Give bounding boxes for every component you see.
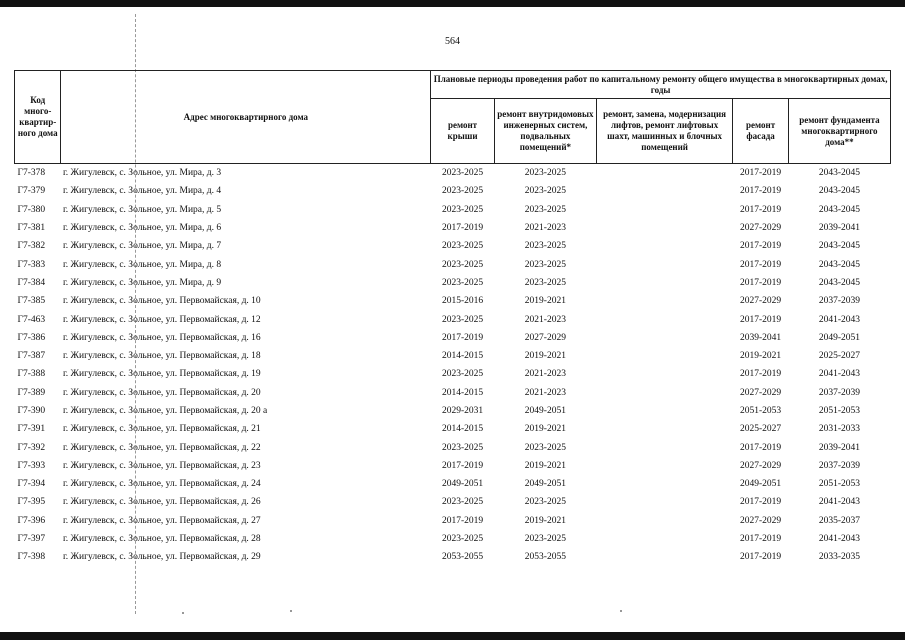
table-row xyxy=(15,182,891,200)
cell-code: Г7-398 xyxy=(17,552,46,563)
cell-address: г. Жигулевск, с. Зольное, ул. Первомайская, д. 21 xyxy=(62,424,261,435)
header-address: Адрес многоквартирного дома xyxy=(61,71,431,164)
cell-systems: 2027-2029 xyxy=(524,332,566,343)
cell-foundation: 2043-2045 xyxy=(818,241,861,252)
cell-foundation: 2043-2045 xyxy=(818,259,861,270)
table-body xyxy=(15,164,891,567)
cell-systems: 2023-2025 xyxy=(524,497,566,508)
cell-address: г. Жигулевск, с. Зольное, ул. Первомайская, д. 29 xyxy=(62,552,261,563)
cell-lifts xyxy=(596,310,732,328)
header-foundation: ремонт фундамента многоквартирного дома** xyxy=(788,99,890,164)
cell-systems: 2023-2025 xyxy=(524,442,566,453)
cell-lifts xyxy=(596,219,732,237)
cell-foundation: 2041-2043 xyxy=(818,314,861,325)
cell-code: Г7-383 xyxy=(17,259,46,270)
cell-address: г. Жигулевск, с. Зольное, ул. Мира, д. 8 xyxy=(62,259,222,270)
cell-roof: 2014-2015 xyxy=(441,351,484,362)
cell-lifts xyxy=(596,164,732,183)
cell-address: г. Жигулевск, с. Зольное, ул. Первомайская, д. 18 xyxy=(62,351,261,362)
cell-systems: 2023-2025 xyxy=(524,204,566,215)
bottom-scan-border xyxy=(0,632,905,640)
table-row xyxy=(15,237,891,255)
cell-lifts xyxy=(596,237,732,255)
cell-systems: 2023-2025 xyxy=(524,168,566,179)
cell-systems: 2019-2021 xyxy=(524,296,566,307)
cell-roof: 2015-2016 xyxy=(441,296,484,307)
cell-lifts xyxy=(596,438,732,456)
scan-speck xyxy=(182,612,184,614)
header-roof: ремонт крыши xyxy=(431,99,495,164)
cell-systems: 2049-2051 xyxy=(524,406,566,416)
cell-facade: 2027-2029 xyxy=(739,223,782,234)
cell-lifts xyxy=(596,475,732,493)
cell-roof: 2049-2051 xyxy=(441,479,484,490)
cell-code: Г7-385 xyxy=(17,296,46,307)
cell-code: Г7-390 xyxy=(17,406,46,416)
cell-roof: 2023-2025 xyxy=(441,241,484,252)
cell-address: г. Жигулевск, с. Зольное, ул. Первомайская, д. 27 xyxy=(62,515,261,526)
cell-roof: 2023-2025 xyxy=(441,186,484,197)
cell-code: Г7-391 xyxy=(17,424,46,435)
cell-facade: 2017-2019 xyxy=(739,442,782,453)
cell-facade: 2017-2019 xyxy=(739,259,782,270)
cell-address: г. Жигулевск, с. Зольное, ул. Мира, д. 7 xyxy=(62,241,222,252)
cell-systems: 2021-2023 xyxy=(524,387,566,398)
cell-lifts xyxy=(596,457,732,475)
cell-lifts xyxy=(596,274,732,292)
cell-systems: 2019-2021 xyxy=(524,424,566,435)
cell-roof: 2023-2025 xyxy=(441,259,484,270)
table-row xyxy=(15,365,891,383)
table-row xyxy=(15,164,891,183)
cell-facade: 2049-2051 xyxy=(739,479,782,490)
table-row xyxy=(15,548,891,566)
cell-address: г. Жигулевск, с. Зольное, ул. Мира, д. 6 xyxy=(62,223,222,234)
cell-lifts xyxy=(596,329,732,347)
cell-systems: 2053-2055 xyxy=(524,552,566,563)
cell-address: г. Жигулевск, с. Зольное, ул. Первомайская, д. 26 xyxy=(62,497,261,508)
cell-address: г. Жигулевск, с. Зольное, ул. Первомайская, д. 19 xyxy=(62,369,261,380)
cell-foundation: 2041-2043 xyxy=(818,369,861,380)
cell-lifts xyxy=(596,420,732,438)
cell-address: г. Жигулевск, с. Зольное, ул. Первомайская, д. 10 xyxy=(62,296,261,307)
cell-address: г. Жигулевск, с. Зольное, ул. Мира, д. 9 xyxy=(62,277,222,288)
cell-roof: 2014-2015 xyxy=(441,387,484,398)
cell-roof: 2014-2015 xyxy=(441,424,484,435)
cell-facade: 2017-2019 xyxy=(739,314,782,325)
scan-speck xyxy=(620,610,622,612)
cell-roof: 2023-2025 xyxy=(441,168,484,179)
cell-foundation: 2041-2043 xyxy=(818,534,861,545)
cell-facade: 2027-2029 xyxy=(739,515,782,526)
cell-lifts xyxy=(596,512,732,530)
cell-roof: 2023-2025 xyxy=(441,442,484,453)
cell-address: г. Жигулевск, с. Зольное, ул. Первомайская, д. 24 xyxy=(62,479,261,490)
cell-roof: 2023-2025 xyxy=(441,277,484,288)
capital-repair-schedule-table xyxy=(14,70,891,567)
cell-systems: 2023-2025 xyxy=(524,534,566,545)
cell-roof: 2053-2055 xyxy=(441,552,484,563)
cell-facade: 2039-2041 xyxy=(739,332,782,343)
cell-lifts xyxy=(596,548,732,566)
cell-systems: 2019-2021 xyxy=(524,460,566,471)
cell-foundation: 2043-2045 xyxy=(818,168,861,179)
cell-foundation: 2035-2037 xyxy=(818,515,861,526)
cell-foundation: 2041-2043 xyxy=(818,497,861,508)
cell-roof: 2023-2025 xyxy=(441,314,484,325)
cell-address: г. Жигулевск, с. Зольное, ул. Первомайская, д. 22 xyxy=(62,442,261,453)
cell-facade: 2017-2019 xyxy=(739,204,782,215)
cell-address: г. Жигулевск, с. Зольное, ул. Мира, д. 4 xyxy=(62,186,222,197)
cell-foundation: 2043-2045 xyxy=(818,277,861,288)
top-scan-border xyxy=(0,0,905,7)
cell-code: Г7-387 xyxy=(17,351,46,362)
cell-facade: 2027-2029 xyxy=(739,387,782,398)
cell-roof: 2029-2031 xyxy=(441,406,484,416)
cell-code: Г7-378 xyxy=(17,168,46,179)
cell-lifts xyxy=(596,493,732,511)
scan-speck xyxy=(290,610,292,612)
cell-facade: 2017-2019 xyxy=(739,369,782,380)
table-row xyxy=(15,292,891,310)
cell-code: Г7-380 xyxy=(17,204,46,215)
cell-code: Г7-395 xyxy=(17,497,46,508)
cell-systems: 2019-2021 xyxy=(524,351,566,362)
cell-facade: 2025-2027 xyxy=(739,424,782,435)
table-row xyxy=(15,274,891,292)
table-row xyxy=(15,493,891,511)
cell-systems: 2023-2025 xyxy=(524,241,566,252)
cell-foundation: 2043-2045 xyxy=(818,186,861,197)
cell-roof: 2017-2019 xyxy=(441,223,484,234)
table-row xyxy=(15,512,891,530)
cell-lifts xyxy=(596,530,732,548)
cell-roof: 2017-2019 xyxy=(441,332,484,343)
cell-facade: 2051-2053 xyxy=(739,406,782,416)
cell-code: Г7-379 xyxy=(17,186,46,197)
table-row xyxy=(15,402,891,420)
cell-facade: 2017-2019 xyxy=(739,168,782,179)
cell-lifts xyxy=(596,347,732,365)
header-facade: ремонт фасада xyxy=(733,99,789,164)
cell-foundation: 2049-2051 xyxy=(818,332,861,343)
cell-foundation: 2051-2053 xyxy=(818,479,861,490)
cell-systems: 2021-2023 xyxy=(524,314,566,325)
cell-roof: 2023-2025 xyxy=(441,534,484,545)
table-row xyxy=(15,420,891,438)
table-row xyxy=(15,255,891,273)
cell-foundation: 2039-2041 xyxy=(818,442,861,453)
cell-code: Г7-382 xyxy=(17,241,46,252)
cell-code: Г7-392 xyxy=(17,442,46,453)
cell-foundation: 2037-2039 xyxy=(818,460,861,471)
cell-lifts xyxy=(596,365,732,383)
cell-lifts xyxy=(596,182,732,200)
cell-roof: 2023-2025 xyxy=(441,497,484,508)
cell-address: г. Жигулевск, с. Зольное, ул. Первомайская, д. 12 xyxy=(62,314,261,325)
cell-foundation: 2037-2039 xyxy=(818,387,861,398)
cell-facade: 2027-2029 xyxy=(739,460,782,471)
cell-systems: 2023-2025 xyxy=(524,186,566,197)
cell-facade: 2017-2019 xyxy=(739,186,782,197)
table-row xyxy=(15,310,891,328)
cell-address: г. Жигулевск, с. Зольное, ул. Первомайская, д. 28 xyxy=(62,534,261,545)
cell-foundation: 2025-2027 xyxy=(818,351,861,362)
header-lifts: ремонт, замена, модернизация лифтов, ремонт лифтовых шахт, машинных и блочных помещений xyxy=(596,99,732,164)
cell-code: Г7-397 xyxy=(17,534,46,545)
cell-code: Г7-394 xyxy=(17,479,46,490)
cell-facade: 2027-2029 xyxy=(739,296,782,307)
cell-code: Г7-463 xyxy=(17,314,46,325)
header-systems: ремонт внутридомовых инженерных систем, подвальных помещений* xyxy=(494,99,596,164)
table-row xyxy=(15,457,891,475)
cell-lifts xyxy=(596,402,732,420)
cell-systems: 2049-2051 xyxy=(524,479,566,490)
table-row xyxy=(15,219,891,237)
header-periods-group: Плановые периоды проведения работ по капитальному ремонту общего имущества в многоквартирных домах, годы xyxy=(431,71,891,99)
cell-foundation: 2037-2039 xyxy=(818,296,861,307)
cell-lifts xyxy=(596,255,732,273)
table-row xyxy=(15,530,891,548)
cell-roof: 2023-2025 xyxy=(441,204,484,215)
cell-code: Г7-381 xyxy=(17,223,46,234)
cell-foundation: 2043-2045 xyxy=(818,204,861,215)
cell-foundation: 2051-2053 xyxy=(818,406,861,416)
table-row xyxy=(15,384,891,402)
table-row xyxy=(15,201,891,219)
cell-roof: 2023-2025 xyxy=(441,369,484,380)
table-row xyxy=(15,329,891,347)
cell-code: Г7-389 xyxy=(17,387,46,398)
cell-address: г. Жигулевск, с. Зольное, ул. Первомайская, д. 20 а xyxy=(62,406,268,416)
cell-systems: 2021-2023 xyxy=(524,369,566,380)
cell-code: Г7-388 xyxy=(17,369,46,380)
cell-code: Г7-393 xyxy=(17,460,46,471)
cell-facade: 2019-2021 xyxy=(739,351,782,362)
cell-address: г. Жигулевск, с. Зольное, ул. Первомайская, д. 16 xyxy=(62,332,261,343)
cell-roof: 2017-2019 xyxy=(441,460,484,471)
cell-lifts xyxy=(596,292,732,310)
table-row xyxy=(15,347,891,365)
cell-address: г. Жигулевск, с. Зольное, ул. Мира, д. 5 xyxy=(62,204,222,215)
cell-foundation: 2031-2033 xyxy=(818,424,861,435)
cell-address: г. Жигулевск, с. Зольное, ул. Первомайская, д. 20 xyxy=(62,387,261,398)
cell-code: Г7-396 xyxy=(17,515,46,526)
cell-facade: 2017-2019 xyxy=(739,277,782,288)
cell-facade: 2017-2019 xyxy=(739,534,782,545)
cell-facade: 2017-2019 xyxy=(739,552,782,563)
cell-systems: 2023-2025 xyxy=(524,259,566,270)
cell-systems: 2019-2021 xyxy=(524,515,566,526)
table-row xyxy=(15,475,891,493)
header-code: Код много-квартир-ного дома xyxy=(15,71,61,164)
table-header-row xyxy=(15,71,891,99)
cell-code: Г7-386 xyxy=(17,332,46,343)
cell-foundation: 2033-2035 xyxy=(818,552,861,563)
cell-foundation: 2039-2041 xyxy=(818,223,861,234)
page-number: 564 xyxy=(445,36,460,47)
cell-facade: 2017-2019 xyxy=(739,497,782,508)
cell-systems: 2021-2023 xyxy=(524,223,566,234)
cell-lifts xyxy=(596,384,732,402)
cell-address: г. Жигулевск, с. Зольное, ул. Первомайская, д. 23 xyxy=(62,460,261,471)
cell-lifts xyxy=(596,201,732,219)
cell-facade: 2017-2019 xyxy=(739,241,782,252)
cell-systems: 2023-2025 xyxy=(524,277,566,288)
table-row xyxy=(15,438,891,456)
cell-address: г. Жигулевск, с. Зольное, ул. Мира, д. 3 xyxy=(62,168,222,179)
cell-roof: 2017-2019 xyxy=(441,515,484,526)
cell-code: Г7-384 xyxy=(17,277,46,288)
